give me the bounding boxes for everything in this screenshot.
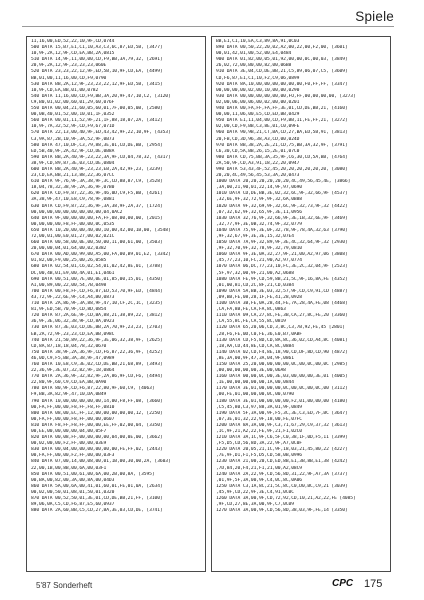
listing-line: 11,16,00,ED,52,22,10,9F,CD,0744 bbox=[31, 39, 115, 44]
listing-line: 750 DATA 38,9F,2A,36,9F,CD,F6,87,22,36,9F, [4252] bbox=[31, 349, 163, 355]
listing-line: ,18,AA,CD,44,8E,CD,CA,8C,0884 bbox=[216, 343, 294, 349]
listing-line: 1000 DATA 20,20,20,20,20,20,4C,49,56,45,4E, [3866] bbox=[216, 179, 351, 185]
listing-line: 1060 DATA 9F,3E,0A,32,27,9F,21,00,A2,97,06 [3808] bbox=[216, 252, 348, 258]
listing-line: 01,82,00,F9,00,25,00,26,0585 bbox=[31, 258, 107, 264]
listing-line: 960 DATA 90,9B,21,CT,BA,CD,27,BA,ED,5B,91, [3813] bbox=[216, 130, 348, 136]
listing-line: 36,9F,3E,06,32,38,9F,CD,8A,0923 bbox=[31, 319, 115, 325]
listing-line: 910 DATA 3E,04,CD,DE,BB,21,C5,89,06,07,C5, [3609] bbox=[216, 69, 348, 75]
listing-line: 650 DATA 10,20,00,00,40,00,10,00,42,00,1B,00, [3548] bbox=[31, 227, 171, 233]
listing-line: 1210 DATA 3A,1C,9F,C6,5F,C0,38,1F,0D,F5,11 [3399] bbox=[216, 435, 348, 441]
listing-line: BB,E1,C1,10,EA,C3,89,8A,91,0C03 bbox=[216, 39, 300, 44]
listing-line: 00,FA,FF,00,00,F8,FF,F8,FF,0810 bbox=[31, 404, 115, 410]
listing-line: 43,72,9F,22,6E,9F,C4,A4,B0,0873 bbox=[31, 294, 115, 300]
listing-line: 780 DATA 80,9F,CD,F6,87,22,80,9F,60,C9, [4063] bbox=[31, 386, 155, 392]
listing-line: ,07,3E,01,32,22,9F,18,00,FE,07FC bbox=[216, 416, 302, 422]
listing-line: 810 DATA F8,FF,F8,FF,00,00,EE,FF,02,00,04, [3350] bbox=[31, 422, 163, 428]
listing-line: 640 DATA 9F,00,00,00,00,FA,FF,08,00,00,00, [2015] bbox=[31, 215, 163, 221]
listing-line: 18,04,78,32,38,9F,2A,36,9F,07B0 bbox=[31, 185, 115, 191]
listing-line: 820 DATA 00,08,FF,00,00,00,00,04,00,0E,00, [3662] bbox=[31, 435, 163, 441]
section-title: Spiele bbox=[355, 9, 394, 24]
listing-line: 00,00,00,00,00,00,00,00,00,04,0AC2 bbox=[31, 209, 123, 215]
page-header bbox=[0, 0, 424, 30]
listing-line: 1180 DATA 3E,01,00,00,00,00,F2,01,00,00,00 [4180] bbox=[216, 398, 348, 404]
listing-line: 1220 DATA 20,05,21,1C,9F,18,03,21,45,80,22 [4227] bbox=[216, 447, 348, 453]
listing-line: 690 DATA 00,51,00,7E,00,0E,01,85,00,15,01, [4350] bbox=[31, 276, 163, 282]
listing-column-left bbox=[26, 36, 206, 572]
listing-line: 22,36,9F,3E,07,32,82,9F,18,0864 bbox=[31, 368, 115, 374]
listing-line: 2A,50,9F,CD,A3,91,18,22,20,0947 bbox=[216, 160, 300, 166]
listing-line: 840 DATA 07,00,14,00,08,00,01,1B,00,30,00,2A, [3603] bbox=[31, 459, 171, 465]
listing-line: 00,FA,FF,00,00,F8,FF,00,00,0607 bbox=[31, 416, 115, 422]
listing-line: ,32,77,9F,3E,0B,32,74,9F,32,0779 bbox=[216, 221, 302, 227]
listing-line: 970 DATA 8B,38,2A,2E,21,CD,75,BB,3A,32,9F, [3791] bbox=[216, 142, 348, 148]
listing-line: ,1E,00,00,00,00,00,1A,00,0844 bbox=[216, 380, 294, 386]
listing-line: ,01,9F,5F,3A,00,9F,C4,0C,8C,0A06 bbox=[216, 477, 302, 483]
listing-line: 00,BA,00,82,00,3A,00,8A,00,04D3 bbox=[31, 477, 115, 483]
listing-line: 1260 DATA 3A,00,9F,CD,72,92,CD,10,21,A2,22,FE [4085] bbox=[216, 496, 356, 502]
listing-line: ,3A,00,21,90,01,22,14,9F,97,0690 bbox=[216, 185, 302, 191]
listing-line: 700 DATA 00,F8,FF,CD,F6,87,ED,53,70,9F,ED, [4844] bbox=[31, 288, 163, 294]
magazine-logo: CPC bbox=[332, 578, 354, 589]
listing-line: 510 DATA 14,9F,11,00,00,CD,F9,BB,3A,79,32, [2691] bbox=[31, 57, 163, 63]
listing-line: 1140 DATA 02,CD,F4,8E,18,90,CD,DF,8D,CD,90 [4872] bbox=[216, 349, 348, 355]
listing-line: 1070 DATA 06,DC,77,23,10,FC,3E,2C,32,04,9F [2523] bbox=[216, 264, 348, 270]
listing-line: 00,02,00,50,01,08,01,50,01,0320 bbox=[31, 489, 115, 495]
listing-line: 1090 DATA 5A,BB,3E,03,32,57,9F,CD,C9,91,CD [4887] bbox=[216, 288, 348, 294]
listing-line: 00,02,00,00,F2,FF,00,00,03E9 bbox=[31, 441, 107, 447]
listing-line: 1170 DATA 3E,01,00,00,00,0C,00,0C,00,0C,00 [3112] bbox=[216, 386, 348, 392]
listing-line: 10,9F,CD,EA,BB,01,00,0782 bbox=[31, 87, 99, 93]
page-footer bbox=[0, 578, 424, 598]
listing-line: 550 DATA 00,04,21,60,05,60,01,7F,00,05,0B, [2580] bbox=[31, 106, 163, 112]
listing-line: ,45,9F,CD,22,9F,3E,C4,91,0C0C bbox=[216, 489, 294, 495]
listing-line: ,8E,3A,00,9F,47,3A,04,9F,0861 bbox=[216, 355, 294, 361]
listing-line: 920 DATA 8A,10,00,00,00,00,00,00,F0,FF,FF, [3347] bbox=[216, 81, 348, 87]
listing-line: ,C5,45,80,C3,97,88,3A,01,9F,0849 bbox=[216, 404, 302, 410]
listing-line: 1150 DATA 25,20,00,00,00,00,0C,00,0C,00,0C [2985] bbox=[216, 361, 348, 367]
listing-line: 1230 DATA 21,00,20,CD,ED,8B,E1,3B,8B,E1,38 [4242] bbox=[216, 459, 348, 465]
listing-line: 00,00,00,00,F8,FF,00,00,0C,0535 bbox=[31, 221, 115, 227]
listing-line: 00,EE,00,00,00,00,04,00,05F7 bbox=[31, 429, 107, 434]
listing-line: ,00,00,00,00,00,3E,00,06A8 bbox=[216, 368, 286, 374]
listing-line: 680 DATA 02,54,01,C6,02,54,01,02,42,8E,01, [3788] bbox=[31, 264, 163, 270]
listing-line: 760 DATA 10,E8,C9,3E,02,CD,DE,BB,21,68,89, [3493] bbox=[31, 361, 163, 367]
listing-line: ,7D,84,20,F4,21,F1,21,00,A2,08C9 bbox=[216, 465, 302, 471]
listing-line: 730 DATA 87,3E,03,CD,DE,BB,2A,70,9F,23,23, [2703] bbox=[31, 325, 163, 331]
listing-line: ,1C,9F,21,A2,22,FE,9F,21,F1,02C0 bbox=[216, 429, 302, 434]
listing-line: 89,06,0A,C5,CD,F6,87,E5,60,0937 bbox=[31, 502, 115, 508]
listing-line: 500 DATA 15,B7,E1,C1,10,A3,C3,6C,87,ED,5B, [3477] bbox=[31, 45, 163, 51]
listing-line: 20,20,4C,49,56,45,53,3A,20,0473 bbox=[216, 173, 300, 179]
listing-line: 720 DATA 87,2A,6E,9F,CD,BA,88,21,38,89,22, [3812] bbox=[31, 313, 163, 319]
listing-line: 1020 DATA 9F,32,69,9F,32,6C,9F,32,73,9F,32 [4422] bbox=[216, 203, 348, 209]
listing-line: 900 DATA 01,82,00,05,01,92,00,00,0C,00,03, [3849] bbox=[216, 57, 348, 63]
listing-line: C9,B0,01,02,00,60,01,29,60,076F bbox=[31, 99, 115, 105]
listing-line: 790 DATA 10,00,00,00,00,00,14,00,F8,FF,08, [3660] bbox=[31, 398, 163, 404]
listing-line: ,07,32,62,9F,32,65,9F,3E,11,0956 bbox=[216, 209, 302, 215]
listing-line: 830 DATA 00,04,00,00,00,00,00,00,FE,FF,02, [2443] bbox=[31, 447, 163, 453]
header-rule bbox=[22, 26, 394, 27]
listing-line: 1160 DATA 00,00,0C,00,3E,03,00,00,00,3E,01 [4005] bbox=[216, 374, 348, 380]
listing-line: 00,00,11,06,00,E5,CD,ED,BB,0429 bbox=[216, 112, 300, 118]
listing-line: ,7E,9F,D1,F1,F5,D5,CD,58,0B,0996 bbox=[216, 453, 302, 459]
listing-line: CD,8A,87,18,18,04,78,32,0670 bbox=[31, 343, 107, 349]
listing-line: 00,FA,FF,00,00,F2,FF,00,00,03F3 bbox=[31, 453, 115, 459]
listing-line: 10,9F,2A,12,9F,CD,EA,BB,2A,0815 bbox=[31, 51, 115, 57]
listing-line: 870 DATA 00,52,50,01,3E,01,CD,DE,BB,21,FF, [3100] bbox=[31, 496, 163, 502]
listing-line: 1040 DATA 75,9F,3E,0F,32,78,9F,78,4A,32,63 [3790] bbox=[216, 227, 348, 233]
listing-line: 670 DATA 00,AD,00,99,00,A5,00,FA,00,B9,01,E2, [3342] bbox=[31, 252, 171, 258]
listing-line: 02,00,06,00,06,00,02,00,00,0201 bbox=[216, 99, 300, 105]
listing-line: 850 DATA 00,51,00,61,00,6A,00,2B,00,8A, [3595] bbox=[31, 471, 155, 477]
listing-line: 1080 DATA FE,9F,CD,59,8B,21,5C,9F,16,8A,FE [4352] bbox=[216, 276, 348, 282]
listing-line: ,CA,55,8C,FE,CA,55,8C,0819 bbox=[216, 319, 286, 325]
listing-line: 1200 DATA 8A,3A,00,9F,C3,71,67,29,C9,37,32 [3613] bbox=[216, 422, 348, 428]
listing-line: A1,00,89,00,22,00,54,7B,0498 bbox=[31, 282, 107, 288]
listing-line: C6,30,CD,5A,BB,26,15,2E,01,07C0 bbox=[216, 148, 300, 154]
listing-line: 1030 DATA 32,76,9F,32,66,9F,3E,1B,32,6E,9F [3469] bbox=[216, 215, 348, 221]
listing-line: 880 DATA 2A,60,BB,C5,CD,27,BA,3E,03,CD,DE, [3741] bbox=[31, 508, 163, 514]
listing-line: 940 DATA 00,FA,FF,FA,FF,3E,01,CD,DE,BB,21, [4160] bbox=[216, 106, 348, 112]
listing-line: 3A,38,9F,47,10,E8,C9,78,9F,0881 bbox=[31, 197, 115, 203]
listing-line: ,9F,32,70,9F,32,78,9F,32,79,0810 bbox=[216, 246, 302, 252]
listing-line: 20,FB,CD,3D,96,38,A3,CD,00,024D bbox=[216, 136, 300, 142]
listing-line: 600 DATA BB,2A,40,9F,23,23,EB,2A,42,9F,23, [3239] bbox=[31, 166, 163, 172]
listing-line: F9,BB,3A,82,9F,47,10,DA,0B49 bbox=[31, 392, 107, 398]
listing-line: 530 DATA BB,2A,12,9F,23,23,22,12,9F,ED,5B, [3415] bbox=[31, 81, 163, 87]
listing-line: EB,2A,72,9F,23,23,CD,EA,BB,098C bbox=[31, 331, 115, 337]
listing-line: 710 DATA 2A,86,9F,3A,88,9F,47,10,CF,2C,1C, [3235] bbox=[31, 301, 163, 307]
listing-line: 10,9F,7A,32,52,9F,CD,F9,67,071D bbox=[31, 124, 115, 130]
listing-line: 980 DATA CD,75,BB,3A,35,9F,C6,30,CD,5A,BB, [4764] bbox=[216, 154, 348, 160]
listing-line: 1120 DATA 65,20,06,CD,3,8C,C3,7B,92,FE,45 [2801] bbox=[216, 325, 345, 331]
listing-line: BB,01,00,11,16,00,CD,F9,0790 bbox=[31, 75, 107, 81]
listing-line: ,F5,D5,CD,56,8D,3A,22,9F,A7,0C0F bbox=[216, 441, 302, 447]
listing-line: 20,9F,2A,12,9F,23,23,23,060E bbox=[31, 63, 107, 69]
listing-line: CD,F6,87,E1,C1,10,F2,C9,06,0899 bbox=[216, 75, 300, 81]
listing-line: 740 DATA 21,50,89,22,36,9F,3E,06,32,38,9F, [2625] bbox=[31, 337, 163, 343]
listing-line: 72,00,01,00,E0,01,27,00,02,021C bbox=[31, 234, 115, 239]
listing-line: 00,00,00,00,02,00,10,00,00,0290 bbox=[216, 87, 300, 93]
listing-line: 1010 DATA CD,DE,BB,3E,02,32,6C,9F,32,66,9F [4537] bbox=[216, 191, 348, 197]
listing-line: ,9F,32,67,9F,3E,3E,15,32,07E4 bbox=[216, 234, 294, 239]
listing-line: 950 DATA E1,11,04,00,CD,F9,BB,11,FE,FF,21, [3272] bbox=[216, 118, 348, 124]
listing-line: 770 DATA 2A,36,9F,32,82,9F,2A,86,9F,CD,F6, [4494] bbox=[31, 374, 163, 380]
listing-line: 990 DATA 53,43,4F,52,45,20,20,20,20,20,20, [3080] bbox=[216, 166, 348, 172]
listing-line: 630 DATA CD,F9,87,22,36,9F,3A,38,9F,2A,37, [1724] bbox=[31, 203, 163, 209]
listing-line: 610 DATA 9F,76,9F,3A,38,9F,3C,CD,8B,87,C9, [3528] bbox=[31, 179, 163, 185]
listing-line: 570 DATA 22,13,00,40,9F,ED,43,42,9F,22,10,9F, [4353] bbox=[31, 130, 171, 136]
listing-line: 26,02,72,00,B0,00,82,00,06B8 bbox=[216, 63, 292, 69]
listing-line: ,01,00,81,CD,2C,8F,21,CD,0384 bbox=[216, 282, 294, 288]
listing-line: 81,9F,ED,5B,70,9F,CD,8D,0854 bbox=[31, 307, 107, 313]
listing-line: ,9F,CD,27,8E,3A,00,9F,C7,0C09 bbox=[216, 502, 294, 508]
listing-line: ED,5B,40,9F,2A,42,9F,CD,DE,0B8A bbox=[31, 148, 115, 154]
listing-line: 660 DATA 00,58,00,0E,00,50,00,11,00,61,00, [3503] bbox=[31, 240, 163, 246]
listing-line: 1130 DATA CD,F5,8D,CD,8A,8C,36,02,CD,A4,8C [4081] bbox=[216, 337, 348, 343]
listing-line: 22,80,9F,60,C9,CD,EA,BB,0A90 bbox=[31, 380, 107, 386]
listing-line: 02,00,CD,F9,BB,C3,8E,01,C0,09FE bbox=[216, 124, 300, 130]
listing-line: 1190 DATA 5F,3A,00,9F,F5,3C,3E,C3,ED,7F,BC [3647] bbox=[216, 410, 348, 416]
listing-line: 800 DATA 08,00,EC,FF,12,00,00,00,00,00,12, [2250] bbox=[31, 410, 163, 416]
listing-line: 860 DATA 5A,00,6A,00,41,01,60,01,FE,01,0A, [2634] bbox=[31, 483, 163, 489]
listing-line: 520 DATA 23,23,22,12,9F,ED,5B,10,9F,CD,EA, [4499] bbox=[31, 69, 163, 75]
listing-line: ,32,6E,9F,32,72,9F,9F,32,6A,0B88 bbox=[216, 197, 302, 203]
issue-label: 5'87 Sonderheft bbox=[36, 581, 93, 590]
listing-line: 1250 DATA C3,1A,8C,21,5C,8C,C0,D0,BC,C9,21 [3039] bbox=[216, 483, 348, 489]
page-number: 175 bbox=[364, 578, 383, 590]
listing-line: 580 DATA 47,10,DF,C3,79,88,3E,01,CD,DE,BB, [2954] bbox=[31, 142, 163, 148]
listing-line: 22,00,1B,00,8B,00,6A,00,03F1 bbox=[31, 465, 107, 471]
listing-line: 890 DATA 00,50,22,20,02,A2,00,22,00,F2,00, [3601] bbox=[216, 45, 348, 51]
listing-line: 46,0D,C9,F5,BB,3A,38,9F,47,0989 bbox=[31, 355, 115, 361]
listing-line: 23,CD,EA,BB,21,13,88,22,36,07CC bbox=[31, 173, 115, 179]
listing-line: 1110 DATA 09,CA,27,8C,FE,3B,CA,27,8C,FE,20 [3360] bbox=[216, 313, 348, 319]
listing-line: 20,00,00,04,01,64,00,02,0382 bbox=[31, 246, 107, 252]
listing-line: ,28,F6,FE,0D,C0,FE,36,E0,B7,0ABF bbox=[216, 331, 302, 337]
listing-line: 590 DATA BB,2A,40,9F,23,22,3A,9F,CD,04,78,32, [4317] bbox=[31, 154, 171, 160]
listing-line: 00,0B,40,01,52,00,10,01,1F,0352 bbox=[31, 112, 115, 118]
listing-line: DC,00,4B,01,E9,00,4A,01,E1,0461 bbox=[31, 270, 115, 276]
listing-line: 620 DATA CD,F9,87,22,36,9F,46,0D,C9,F5,BB, [4261] bbox=[31, 191, 163, 197]
listing-line: ,CA,FA,8B,FE,CA,FA,8C,0863 bbox=[216, 307, 286, 313]
listing-line: ,5F,97,32,00,9F,21,00,A2,0688 bbox=[216, 270, 294, 276]
listing-line: 1240 DATA 2A,22,9F,CD,56,8D,31,22,9F,A7,3A [3737] bbox=[216, 471, 348, 477]
listing-column-right bbox=[211, 36, 391, 572]
listing-line: 1050 DATA 7A,9F,32,89,9F,3E,4C,32,64,9F,32 [2930] bbox=[216, 240, 348, 246]
listing-line: 560 DATA 00,01,11,52,9F,21,1F,88,18,07,2A, [3412] bbox=[31, 118, 163, 124]
listing-line: 540 DATA 11,16,00,CD,F9,BB,3A,20,9F,47,10,C2, [3120] bbox=[31, 93, 171, 99]
listing-line: 00,01,42,01,00,52,00,E4,0484 bbox=[216, 51, 292, 57]
listing-line: 930 DATA 00,00,00,00,00,00,FO,FF,00,00,00,00, [3273] bbox=[216, 93, 356, 99]
listing-line: ,09,BB,FE,08,28,1F,FE,41,28,0928 bbox=[216, 294, 302, 300]
listing-line: 1100 DATA 3B,FE,0A,28,44,FE,7A,28,4A,FE,08 [4468] bbox=[216, 301, 348, 307]
listing-line: 38,9F,CD,89,87,3E,03,CD,DE,0804 bbox=[31, 160, 115, 166]
listing-line: 1270 DATA 3A,00,9F,CD,56,8D,38,03,9F,FE,14 [3350] bbox=[216, 508, 348, 514]
listing-line: ,00,FE,01,00,00,00,0C,00,0790 bbox=[216, 392, 294, 398]
listing-line: ,45,77,23,10,FC,21,90,A2,97,0774 bbox=[216, 258, 302, 264]
listing-line: C3,9A,87,2B,10,9F,3A,52,9F,0B73 bbox=[31, 136, 115, 142]
